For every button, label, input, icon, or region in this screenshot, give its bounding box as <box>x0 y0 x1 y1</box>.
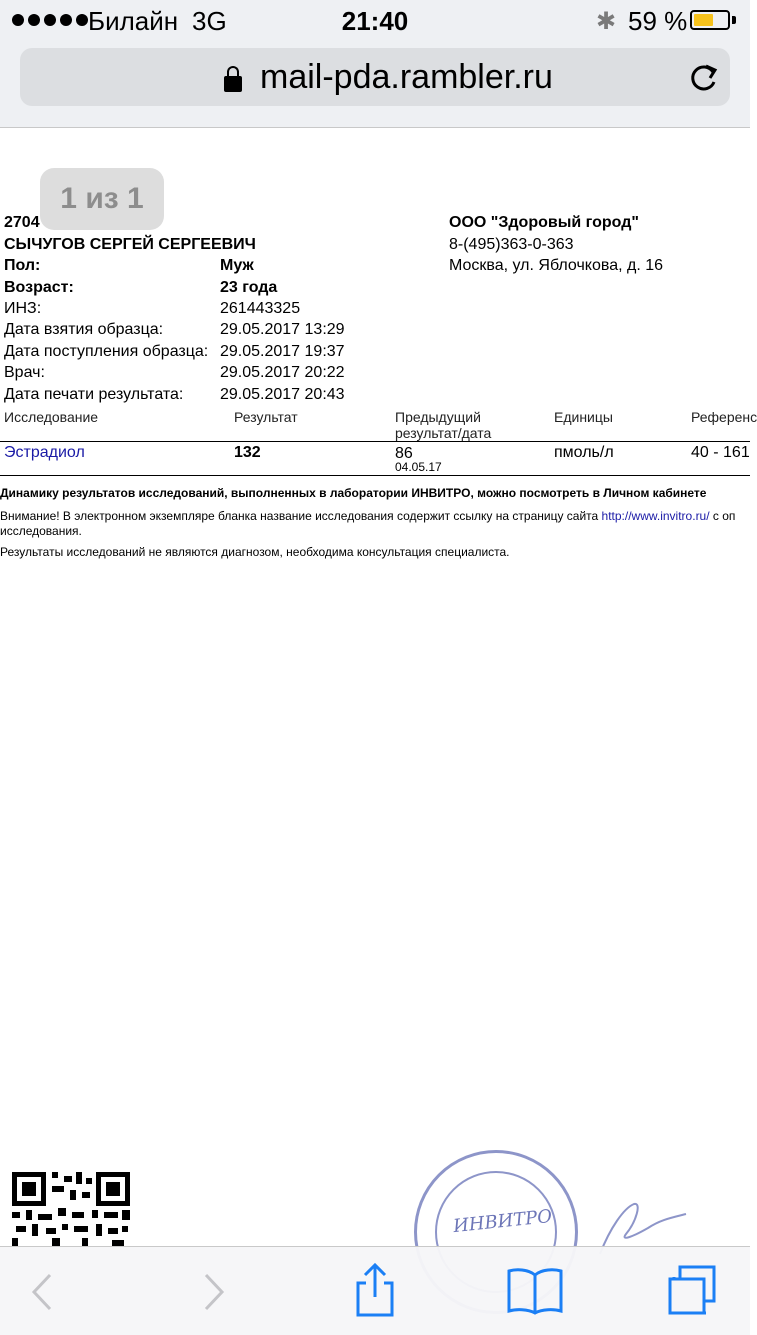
field-value-inz: 261443325 <box>220 300 301 317</box>
stamp-text: ИНВИТРО <box>452 1205 554 1238</box>
col-header-reference: Референс <box>691 409 757 425</box>
pdf-document[interactable] <box>0 128 757 1246</box>
reference-value: 40 - 161 <box>691 444 750 461</box>
network-type: 3G <box>192 6 227 36</box>
col-header-previous: Предыдущий <box>395 409 481 425</box>
field-label-age: Возраст: <box>4 279 74 296</box>
field-label-sample-date: Дата взятия образца: <box>4 321 164 338</box>
status-bar <box>0 0 750 40</box>
attention-note-line2: исследования. <box>0 524 82 538</box>
bluetooth-icon: ✱ <box>596 8 617 35</box>
tabs-icon[interactable] <box>666 1263 716 1313</box>
field-value-received-date: 29.05.2017 19:37 <box>220 343 345 360</box>
col-header-previous-date: результат/дата <box>395 425 492 441</box>
clock: 21:40 <box>341 6 409 36</box>
table-bottom-divider <box>0 475 750 476</box>
field-label-inz: ИНЗ: <box>4 300 42 317</box>
field-value-age: 23 года <box>220 279 278 296</box>
field-value-sample-date: 29.05.2017 13:29 <box>220 321 345 338</box>
invitro-link[interactable]: http://www.invitro.ru/ <box>601 509 710 523</box>
field-label-sex: Пол: <box>4 257 41 274</box>
table-divider <box>0 441 750 442</box>
chevron-right-icon[interactable] <box>188 1267 238 1317</box>
test-link[interactable]: Эстрадиол <box>4 444 85 461</box>
chevron-left-icon[interactable] <box>20 1267 70 1317</box>
address-bar[interactable] <box>20 48 730 106</box>
field-value-print-date: 29.05.2017 20:43 <box>220 386 345 403</box>
battery-cap <box>732 16 736 24</box>
units-value: пмоль/л <box>554 444 614 461</box>
patient-name: СЫЧУГОВ СЕРГЕЙ СЕРГЕЕВИЧ <box>4 236 256 253</box>
clinic-address: Москва, ул. Яблочкова, д. 16 <box>449 257 663 274</box>
clinic-phone: 8-(495)363-0-363 <box>449 236 574 253</box>
carrier-name: Билайн <box>88 6 179 36</box>
attention-suffix: с оп <box>709 509 736 523</box>
col-header-result: Результат <box>234 409 298 425</box>
share-icon[interactable] <box>350 1261 400 1311</box>
patient-id: 2704 <box>4 214 40 231</box>
book-icon[interactable] <box>506 1265 556 1315</box>
battery-icon <box>690 10 730 30</box>
col-header-units: Единицы <box>554 409 613 425</box>
browser-navbar <box>0 40 750 128</box>
previous-date: 04.05.17 <box>395 460 442 474</box>
url-text[interactable]: mail-pda.rambler.ru <box>260 58 553 96</box>
attention-text: Внимание! В электронном экземпляре бланка название исследования содержит ссылку на страницу сайта <box>0 509 602 523</box>
field-label-received-date: Дата поступления образца: <box>4 343 209 360</box>
field-value-sex: Муж <box>220 257 254 274</box>
battery-percent: 59 % <box>628 6 688 36</box>
qr-code <box>12 1172 130 1246</box>
field-label-print-date: Дата печати результата: <box>4 386 184 403</box>
battery-level <box>694 14 713 26</box>
reload-icon[interactable] <box>686 58 720 107</box>
field-value-doctor: 29.05.2017 20:22 <box>220 364 345 381</box>
lock-icon <box>224 76 242 92</box>
dynamics-note: Динамику результатов исследований, выполненных в лаборатории ИНВИТРО, можно посмотреть в Личном кабинете <box>0 486 707 500</box>
browser-toolbar <box>0 1246 750 1335</box>
page-indicator: 1 из 1 <box>40 168 164 230</box>
attention-note <box>0 509 750 523</box>
disclaimer-note: Результаты исследований не являются диагнозом, необходима консультация специалиста. <box>0 545 510 559</box>
clinic-name: ООО "Здоровый город" <box>449 214 639 231</box>
col-header-test: Исследование <box>4 409 99 425</box>
result-value: 132 <box>234 444 261 461</box>
previous-value: 86 <box>395 445 413 462</box>
field-label-doctor: Врач: <box>4 364 45 381</box>
